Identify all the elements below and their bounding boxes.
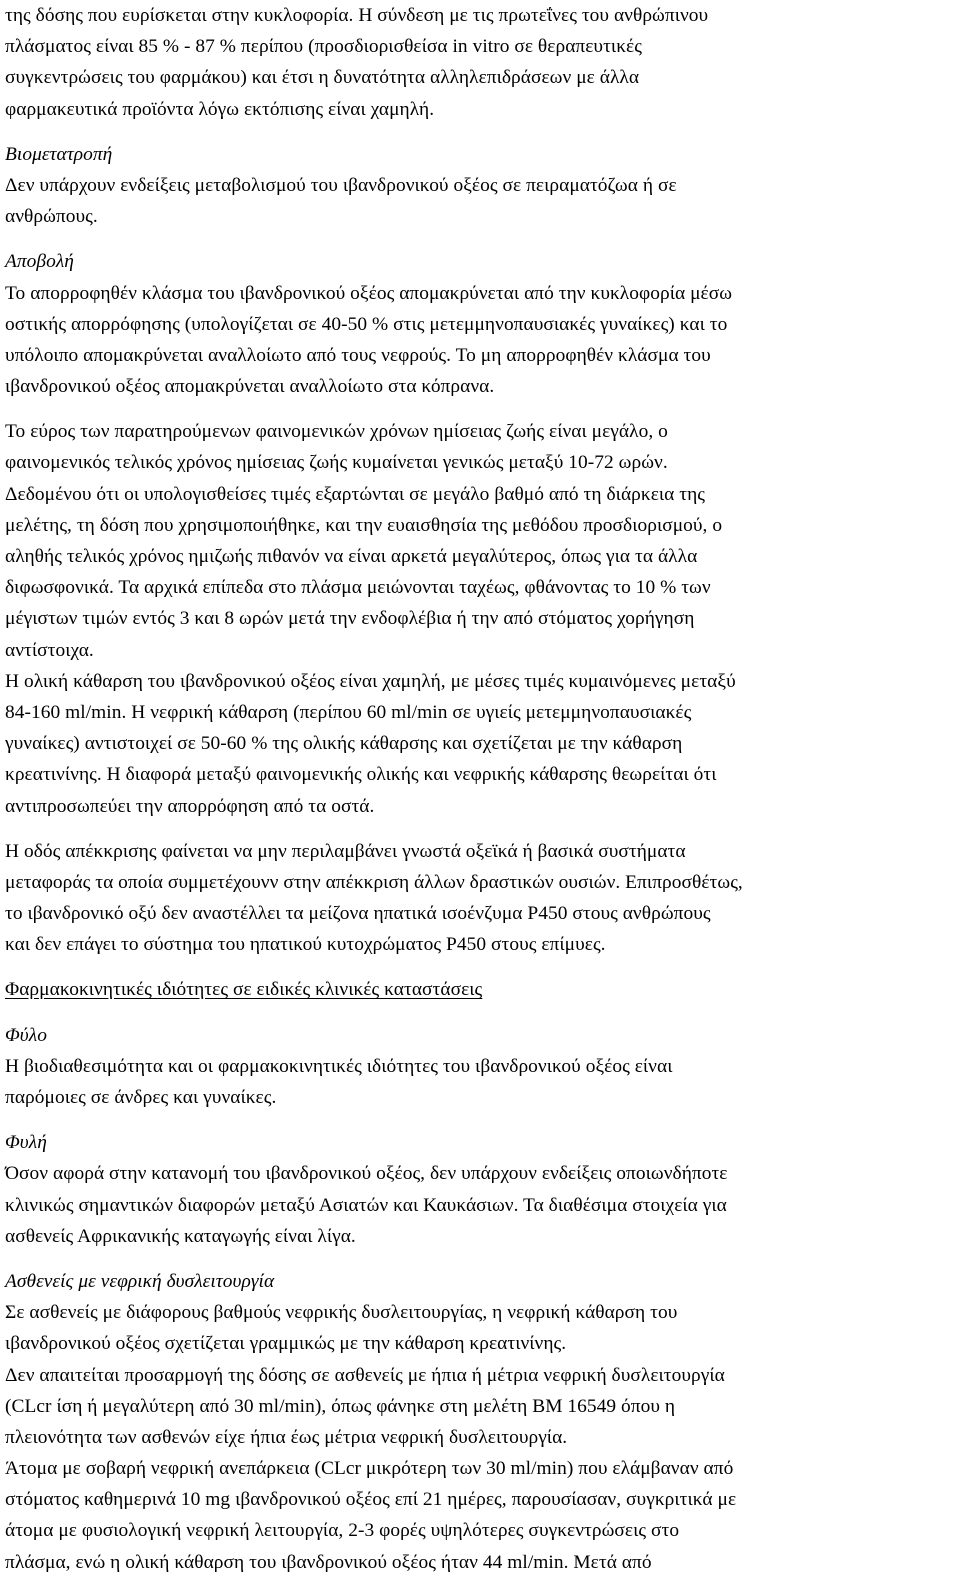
text-line: Η βιοδιαθεσιμότητα και οι φαρμακοκινητικές ιδιότητες του ιβανδρονικού οξέος είναι: [5, 1055, 673, 1077]
paragraph-gap: [5, 1006, 953, 1020]
text-line: Άτομα με σοβαρή νεφρική ανεπάρκεια (CLcr μικρότερη των 30 ml/min) που ελάμβαναν από: [5, 1458, 734, 1480]
paragraph-gap: [5, 960, 953, 974]
text-line: Δεν απαιτείται προσαρμογή της δόσης σε ασθενείς με ήπια ή μέτρια νεφρική δυσλειτουργία: [5, 1364, 725, 1386]
subsection-heading: Ασθενείς με νεφρική δυσλειτουργία: [5, 1270, 275, 1292]
text-line: το ιβανδρονικό οξύ δεν αναστέλλει τα μείζονα ηπατικά ισοένζυμα P450 στους ανθρώπους: [5, 903, 711, 925]
text-line: μεταφοράς τα οποία συμμετέχουνν στην απέκκριση άλλων δραστικών ουσιών. Επιπροσθέτως,: [5, 871, 743, 893]
text-line: (CLcr ίση ή μεγαλύτερη από 30 ml/min), όπως φάνηκε στη μελέτη BM 16549 όπου η: [5, 1395, 676, 1417]
text-line: ανθρώπους.: [5, 206, 98, 228]
text-line: αντιπροσωπεύει την απορρόφηση από τα οστά.: [5, 795, 375, 817]
text-line: στόματος καθημερινά 10 mg ιβανδρονικού οξέος επί 21 ημέρες, παρουσίασαν, συγκριτικά με: [5, 1489, 737, 1511]
elimination-section: [5, 246, 953, 960]
text-line: κρεατινίνης. Η διαφορά μεταξύ φαινομενικής ολικής και νεφρικής κάθαρσης θεωρείται ότι: [5, 764, 717, 786]
text-line: μελέτης, τη δόση που χρησιμοποιήθηκε, και την ευαισθησία της μεθόδου προσδιορισμού, ο: [5, 514, 723, 536]
gender-subsection: [5, 1020, 953, 1114]
text-line: άτομα με φυσιολογική νεφρική λειτουργία, 2-3 φορές υψηλότερες συγκεντρώσεις στο: [5, 1520, 680, 1542]
special-populations-section: [5, 974, 953, 1577]
text-line: φαρμακευτικά προϊόντα λόγω εκτόπισης είναι χαμηλή.: [5, 98, 435, 120]
renal-subsection: [5, 1266, 953, 1578]
text-line: Η ολική κάθαρση του ιβανδρονικού οξέος είναι χαμηλή, με μέσες τιμές κυμαινόμενες μεταξύ: [5, 670, 736, 692]
text-line: παρόμοιες σε άνδρες και γυναίκες.: [5, 1087, 277, 1108]
text-line: 84-160 ml/min. Η νεφρική κάθαρση (περίπου 60 ml/min σε υγιείς μετεμμηνοπαυσιακές: [5, 701, 692, 723]
subsection-heading: Φύλο: [5, 1024, 47, 1046]
text-line: οστικής απορρόφησης (υπολογίζεται σε 40-50 % στις μετεμμηνοπαυσιακές γυναίκες) και το: [5, 313, 728, 335]
text-line: ιβανδρονικού οξέος απομακρύνεται αναλλοίωτο στα κόπρανα.: [5, 376, 495, 398]
paragraph-gap: [5, 1252, 953, 1266]
text-line: αντίστοιχα.: [5, 639, 94, 661]
text-line: πλάσμα, ενώ η ολική κάθαρση του ιβανδρονικού οξέος ήταν 44 ml/min. Μετά από: [5, 1551, 652, 1573]
text-line: Σε ασθενείς με διάφορους βαθμούς νεφρικής δυσλειτουργίας, η νεφρική κάθαρση του: [5, 1302, 678, 1324]
text-line: πλειονότητα των ασθενών είχε ήπια έως μέτρια νεφρική δυσλειτουργία.: [5, 1426, 568, 1448]
text-line: μέγιστων τιμών εντός 3 και 8 ωρών μετά την ενδοφλέβια ή την από στόματος χορήγηση: [5, 608, 695, 630]
text-line: Όσον αφορά στην κατανομή του ιβανδρονικού οξέος, δεν υπάρχουν ενδείξεις οποιωνδήποτε: [5, 1163, 728, 1185]
text-line: Δεδομένου ότι οι υπολογισθείσες τιμές εξαρτώνται σε μεγάλο βαθμό από τη διάρκεια της: [5, 483, 706, 505]
text-line: Το απορροφηθέν κλάσμα του ιβανδρονικού οξέος απομακρύνεται από την κυκλοφορία μέσω: [5, 282, 733, 304]
text-line: υπόλοιπο απομακρύνεται αναλλοίωτο από τους νεφρούς. Το μη απορροφηθέν κλάσμα του: [5, 344, 711, 366]
text-line: ασθενείς Αφρικανικής καταγωγής είναι λίγα.: [5, 1225, 356, 1247]
section-heading: Αποβολή: [5, 251, 74, 273]
subsection-heading: Φυλή: [5, 1132, 47, 1154]
text-line: κλινικώς σημαντικών διαφορών μεταξύ Ασιατών και Καυκάσιων. Τα διαθέσιμα στοιχεία για: [5, 1194, 727, 1216]
paragraph-gap: [5, 232, 953, 246]
text-line: Δεν υπάρχουν ενδείξεις μεταβολισμού του ιβανδρονικού οξέος σε πειραματόζωα ή σε: [5, 174, 677, 196]
text-line: και δεν επάγει το σύστημα του ηπατικού κυτοχρώματος P450 στους επίμυες.: [5, 934, 606, 956]
paragraph-gap: [5, 125, 953, 139]
text-line: της δόσης που ευρίσκεται στην κυκλοφορία. Η σύνδεση με τις πρωτεΐνες του ανθρώπινου: [5, 5, 709, 26]
text-line: Το εύρος των παρατηρούμενων φαινομενικών χρόνων ημίσειας ζωής είναι μεγάλο, ο: [5, 421, 668, 443]
text-line: ιβανδρονικού οξέος σχετίζεται γραμμικώς με την κάθαρση κρεατινίνης.: [5, 1333, 567, 1355]
race-subsection: [5, 1127, 953, 1252]
text-line: διφωσφονικά. Τα αρχικά επίπεδα στο πλάσμα μειώνονται ταχέως, φθάνοντας το 10 % των: [5, 577, 711, 599]
text-line: συγκεντρώσεις του φαρμάκου) και έτσι η δυνατότητα αλληλεπιδράσεων με άλλα: [5, 67, 640, 89]
biotransformation-section: [5, 139, 953, 233]
paragraph-gap: [5, 822, 953, 836]
text-line: Η οδός απέκκρισης φαίνεται να μην περιλαμβάνει γνωστά οξεϊκά ή βασικά συστήματα: [5, 840, 686, 862]
text-line: φαινομενικός τελικός χρόνος ημίσειας ζωής κυμαίνεται γενικώς μεταξύ 10-72 ωρών.: [5, 452, 668, 474]
paragraph-gap: [5, 402, 953, 416]
paragraph-gap: [5, 1113, 953, 1127]
section-heading: Βιομετατροπή: [5, 143, 113, 165]
text-line: αληθής τελικός χρόνος ημιζωής πιθανόν να είναι αρκετά μεγαλύτερος, όπως για τα άλλα: [5, 546, 698, 567]
text-line: γυναίκες) αντιστοιχεί σε 50-60 % της ολικής κάθαρσης και σχετίζεται με την κάθαρση: [5, 733, 683, 755]
document-page: [5, 0, 953, 1578]
section-title: Φαρμακοκινητικές ιδιότητες σε ειδικές κλινικές καταστάσεις: [5, 979, 483, 1001]
text-line: πλάσματος είναι 85 % - 87 % περίπου (προσδιορισθείσα in vitro σε θεραπευτικές: [5, 36, 642, 58]
intro-paragraph: [5, 0, 953, 125]
